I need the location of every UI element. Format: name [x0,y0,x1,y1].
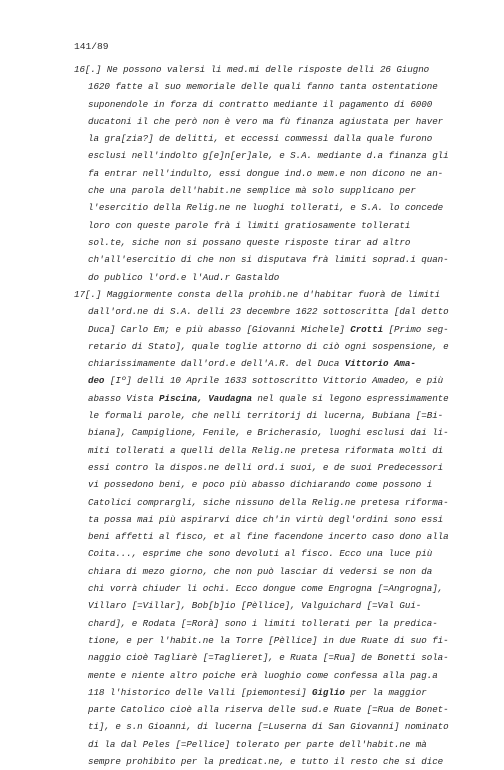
text-line: vi possedono beni, e poco più abasso dichiarando come possono i [88,479,433,491]
text-line: esclusi nell'indolto g[e]n[er]ale, e S.A. mediante d.a finanza gli [88,150,449,162]
text-line: chard], e Rodata [=Rorà] sono i limiti tollerati per la predica- [88,617,438,629]
text-line: retario di Stato], quale toglie attorno di ciò ogni sospensione, e [88,340,449,352]
text-line: la gra[zia?] de delitti, et eccessi commessi dalla quale furono [88,133,433,145]
paragraph-17 [74,286,466,770]
text-line: parte Catolico cioè alla riserva delle sud.e Ruate [=Rua de Bonet- [88,704,449,716]
text-line: ti], e s.n Gioanni, di lucerna [=Luserna di San Giovanni] nominato [88,721,449,733]
text-line: loro con queste parole frà i limiti gratiosamente tollerati [88,219,411,231]
text-line: deo [Iº] delli 10 Aprile 1633 sottoscritto Vittorio Amadeo, e più [88,375,444,387]
paragraph-16 [74,61,466,286]
text-line: naggio cioè Tagliarè [=Taglieret], e Ruata [=Rua] de Bonetti sola- [88,652,449,664]
text-line: l'esercitio della Relig.ne ne luoghi tollerati, e S.A. lo concede [88,202,444,214]
text-line: ta possa mai più aspirarvi dice ch'in virtù degl'ordini sono essi [88,513,444,525]
page-number: 141/89 [74,41,109,52]
text-line: abasso Vista Piscina, Vaudagna nel quale si legono espressimamente [88,392,449,404]
text-line: suponendole in forza di contratto mediante il pagamento di 6000 [88,98,433,110]
text-line: tione, e per l'habit.ne la Torre [Pèllice] in due Ruate di suo fi- [88,634,449,646]
text-line: essi contro la dispos.ne delli ord.i suoi, e de suoi Predecessori [88,461,444,473]
text-line: che una parola dell'habit.ne semplice mà solo supplicano per [88,185,416,197]
text-line: le formali parole, che nelli territorij di lucerna, Bubiana [=Bi- [88,410,444,422]
text-line: sempre prohibito per la predicat.ne, e tutto il resto che si dice [88,756,444,768]
text-line: chi vorrà chiuder li ochi. Ecco dongue come Engrogna [=Angrogna], [88,583,444,595]
text-line: do publico l'ord.e l'Aud.r Gastaldo [88,271,280,283]
text-line: mente e niente altro poiche erà luoghio come confessa alla pag.a [88,669,438,681]
text-line: beni affetti al fisco, et al fine facendone incerto caso dono alla [88,531,449,543]
text-line: Duca] Carlo Em; e più abasso [Giovanni Michele] Crotti [Primo seg- [88,323,449,335]
text-line: 16[.] Ne possono valersi li med.mi delle risposte delli 26 Giugno [74,64,430,75]
text-line: 1620 fatte al suo memoriale delle quali fanno tanta ostentatione [88,81,438,93]
text-line: ch'all'esercitio di che non si disputava frà limiti soprad.i quan- [88,254,449,266]
text-line: di la dal Peles [=Pellice] tolerato per parte dell'habit.ne mà [88,738,427,750]
text-line: fa entrar nell'indulto, essi dongue ind.o mem.e non dicono ne an- [88,167,444,179]
text-line: sol.te, siche non si possano queste risposte tirar ad altro [88,236,411,248]
text-line: Catolici comprargli, siche nissuno della Relig.ne pretesa riforma- [88,496,449,508]
text-line: dall'ord.ne di S.A. delli 23 decembre 1622 sottoscritta [dal detto [88,306,449,318]
text-line: 17[.] Maggiormente consta della prohib.ne d'habitar fuorà de limiti [74,289,441,300]
text-line: Villaro [=Villar], Bob[b]io [Pèllice], Valguichard [=Val Gui- [88,600,422,612]
text-line: chiara di mezo giorno, che non può lasciar di vedersi se non da [88,565,433,577]
text-line: biana], Campiglione, Fenile, e Bricherasio, luoghi esclusi dai li- [88,427,449,439]
text-line: miti tollerati a quelli della Relig.ne pretesa riformata molti di [88,444,444,456]
text-line: 118 l'historico delle Valli [piemontesi] Giglio per la maggior [88,686,427,698]
text-line: Coita..., esprime che sono devoluti al fisco. Ecco una luce più [88,548,433,560]
text-line: chiarissimamente dall'ord.e dell'A.R. del Duca Vittorio Ama- [88,358,416,370]
text-line: ducatoni il che però non è vero ma fù finanza agiustata per haver [88,115,444,127]
